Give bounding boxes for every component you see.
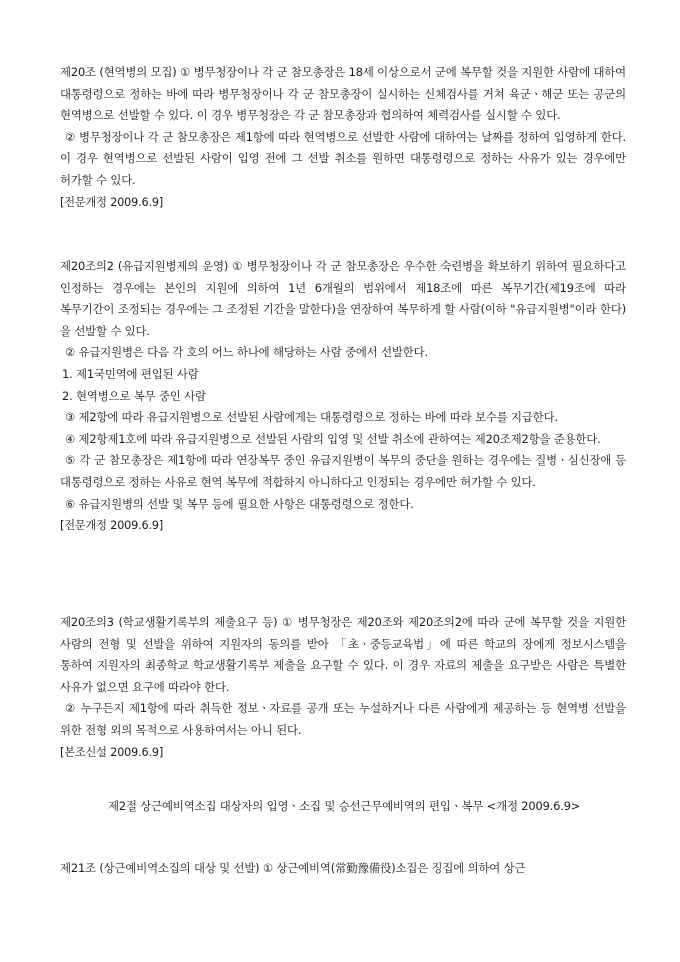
article-20-3-para-2: ② 누구든지 제1항에 따라 취득한 정보ㆍ자료를 공개 또는 누설하거나 다른 사람에게 제공하는 등 현역병 선발을 위한 전형 외의 목적으로 사용하여서는 아니 된다. bbox=[60, 701, 626, 737]
article-20-2-para-4: ④ 제2항제1호에 따라 유급지원병으로 선발된 사람의 입영 및 선발 취소에 관하여는 제20조제2항을 준용한다. bbox=[65, 431, 601, 446]
article-20-3 bbox=[60, 612, 626, 763]
article-20-2-para-6: ⑥ 유급지원병의 선발 및 복무 등에 필요한 사항은 대통령령으로 정한다. bbox=[65, 496, 414, 511]
article-20-3-revision-note: [본조신설 2009.6.9] bbox=[60, 745, 164, 759]
article-20-2-para-1: 제20조의2 (유급지원병제의 운영) ① 병무청장이나 각 군 참모총장은 우수한 숙련병을 확보하기 위하여 필요하다고 인정하는 경우에는 본인의 지원에 의하여 1년 6개월의 범위에서 제18조에 따른 복무기간(제19조에 따라 복무기간이 조정되는 경우에는 그 조정된 기간을 말한다)을 연장하여 복무하게 할 사람(이하 "유급지원병"이라 한다)을 선발할 수 있다. bbox=[60, 259, 626, 338]
article-21-para-1: 제21조 (상근예비역소집의 대상 및 선발) ① 상근예비역(常勤豫備役)소집은 징집에 의하여 상근 bbox=[60, 861, 526, 875]
article-20-2-para-2: ② 유급지원병은 다음 각 호의 어느 하나에 해당하는 사람 중에서 선발한다. bbox=[65, 345, 428, 360]
article-20-3-para-1: 제20조의3 (학교생활기록부의 제출요구 등) ① 병무청장은 제20조와 제20조의2에 따라 군에 복무할 것을 지원한 사람의 전형 및 선발을 위하여 지원자의 동의를 받아 「초ㆍ중등교육법」에 따른 학교의 장에게 정보시스템을 통하여 지원자의 최종학교 학교생활기록부 제출을 요구할 수 있다. 이 경우 자료의 제출을 요구받은 사람은 특별한 사유가 없으면 요구에 따라야 한다. bbox=[60, 615, 626, 694]
section-2-heading: 제2절 상근예비역소집 대상자의 입영ㆍ소집 및 승선근무예비역의 편입ㆍ복무 <개정 2009.6.9> bbox=[108, 799, 581, 813]
article-20-para-2: ② 병무청장이나 각 군 참모총장은 제1항에 따라 현역병으로 선발한 사람에 대하여는 날짜를 정하여 입영하게 한다. 이 경우 현역병으로 선발된 사람이 입영 전에 그 선발 취소를 원하면 대통령령으로 정하는 사유가 있는 경우에만 허가할 수 있다. bbox=[60, 129, 626, 187]
article-20-2-item-2: 2. 현역병으로 복무 중인 사람 bbox=[62, 388, 206, 403]
article-20-2-para-5: ⑤ 각 군 참모총장은 제1항에 따라 연장복무 중인 유급지원병이 복무의 중단을 원하는 경우에는 질병ㆍ심신장애 등 대통령령으로 정하는 사유로 현역 복무에 적합하지 아니하다고 인정되는 경우에만 허가할 수 있다. bbox=[60, 453, 626, 489]
article-20 bbox=[60, 62, 626, 213]
article-20-2-revision-note: [전문개정 2009.6.9] bbox=[60, 519, 164, 533]
article-20-2-para-3: ③ 제2항에 따라 유급지원병으로 선발된 사람에게는 대통령령으로 정하는 바에 따라 보수를 지급한다. bbox=[65, 410, 558, 425]
article-20-para-1: 제20조 (현역병의 모집) ① 병무청장이나 각 군 참모총장은 18세 이상으로서 군에 복무할 것을 지원한 사람에 대하여 대통령령으로 정하는 바에 따라 병무청장이나 각 군 참모총장이 실시하는 신체검사를 거쳐 육군ㆍ해군 또는 공군의 현역병으로 선발할 수 있다. 이 경우 병무청장은 각 군 참모총장과 협의하여 체력검사를 실시할 수 있다. bbox=[60, 65, 626, 123]
article-20-2-item-1: 1. 제1국민역에 편입된 사람 bbox=[62, 366, 199, 381]
article-20-2 bbox=[60, 256, 626, 537]
article-21 bbox=[60, 858, 626, 880]
section-heading bbox=[60, 796, 626, 818]
article-20-revision-note: [전문개정 2009.6.9] bbox=[60, 195, 164, 209]
